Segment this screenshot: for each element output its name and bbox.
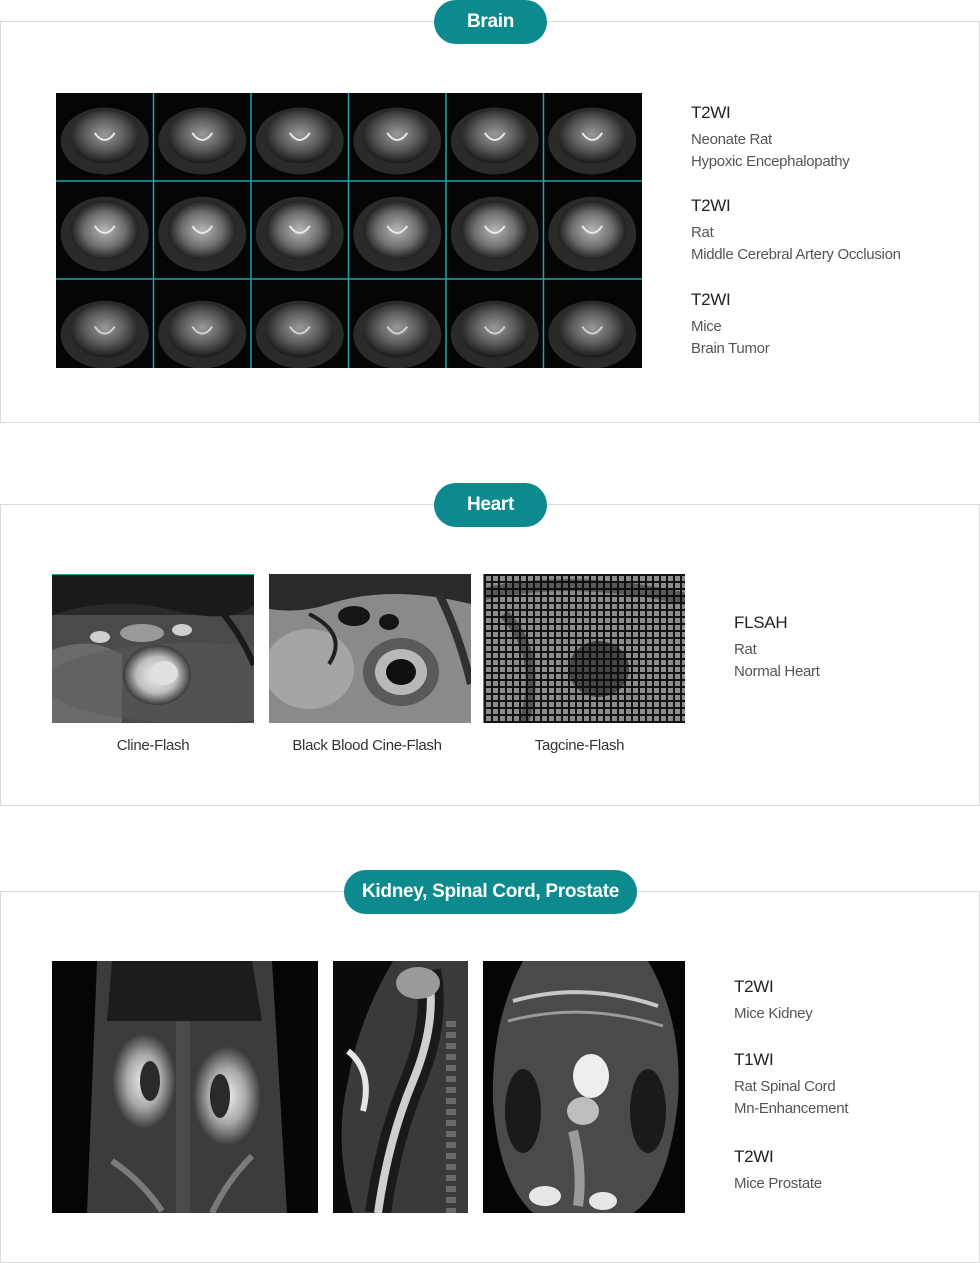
subject-label: Rat — [691, 224, 714, 241]
brain-slice — [168, 111, 236, 164]
brain-slice — [266, 201, 334, 260]
heart-caption-1: Cline-Flash — [116, 737, 190, 754]
sequence-label: T1WI — [734, 1050, 774, 1069]
heart-cine-flash-scan — [52, 575, 254, 723]
heart-black-blood-image — [269, 574, 471, 723]
brain-slice — [461, 304, 529, 357]
brain-slice — [558, 201, 626, 260]
brain-slice — [266, 304, 334, 357]
brain-section-title: Brain — [434, 0, 547, 44]
heart-caption-3: Tagcine-Flash — [534, 737, 625, 754]
heart-black-blood-scan — [269, 574, 471, 723]
brain-slice — [71, 304, 139, 357]
brain-mri-grid-image — [56, 93, 642, 368]
kidney-mri-scan — [52, 961, 318, 1213]
subject-label: Mice Kidney — [734, 1005, 813, 1022]
condition-label: Hypoxic Encephalopathy — [691, 153, 850, 170]
subject-label: Mice — [691, 318, 722, 335]
prostate-mri-scan — [483, 961, 685, 1213]
sequence-label: T2WI — [691, 196, 731, 215]
brain-slice — [168, 201, 236, 260]
brain-slice — [461, 111, 529, 164]
spinal-cord-mri-scan — [333, 961, 468, 1213]
brain-slice — [168, 304, 236, 357]
heart-tagcine-scan — [484, 574, 685, 723]
kidney-section-title: Kidney, Spinal Cord, Prostate — [344, 870, 637, 914]
condition-label: Mn-Enhancement — [734, 1100, 849, 1117]
heart-section-title: Heart — [434, 483, 547, 527]
subject-label: Rat Spinal Cord — [734, 1078, 836, 1095]
sequence-label: T2WI — [691, 103, 731, 122]
kidney-mri-image — [52, 961, 318, 1213]
kidney-entry-3 — [734, 1147, 822, 1195]
sequence-label: FLSAH — [734, 613, 788, 632]
sequence-label: T2WI — [734, 1147, 774, 1166]
prostate-mri-image — [483, 961, 685, 1213]
brain-entry-1 — [691, 103, 850, 173]
brain-slice — [363, 201, 431, 260]
brain-slice — [461, 201, 529, 260]
brain-mri-grid — [56, 93, 642, 368]
brain-slice — [558, 304, 626, 357]
heart-tagcine-image — [483, 574, 685, 723]
spinal-cord-mri-image — [333, 961, 468, 1213]
kidney-entry-1 — [734, 977, 812, 1025]
brain-slice — [71, 111, 139, 164]
subject-label: Rat — [734, 641, 757, 658]
subject-label: Mice Prostate — [734, 1175, 822, 1192]
sequence-label: T2WI — [691, 290, 731, 309]
subject-label: Neonate Rat — [691, 131, 772, 148]
condition-label: Brain Tumor — [691, 340, 770, 357]
brain-slice — [266, 111, 334, 164]
brain-entry-3 — [691, 290, 769, 360]
sequence-label: T2WI — [734, 977, 774, 996]
heart-caption-2: Black Blood Cine-Flash — [292, 737, 442, 754]
brain-entry-2 — [691, 196, 901, 266]
condition-label: Normal Heart — [734, 663, 820, 680]
brain-slice — [363, 304, 431, 357]
kidney-entry-2 — [734, 1050, 848, 1120]
condition-label: Middle Cerebral Artery Occlusion — [691, 246, 901, 263]
brain-slice — [558, 111, 626, 164]
brain-slice — [71, 201, 139, 260]
heart-cine-flash-image — [52, 574, 254, 723]
brain-slice — [363, 111, 431, 164]
heart-entry — [734, 613, 820, 683]
